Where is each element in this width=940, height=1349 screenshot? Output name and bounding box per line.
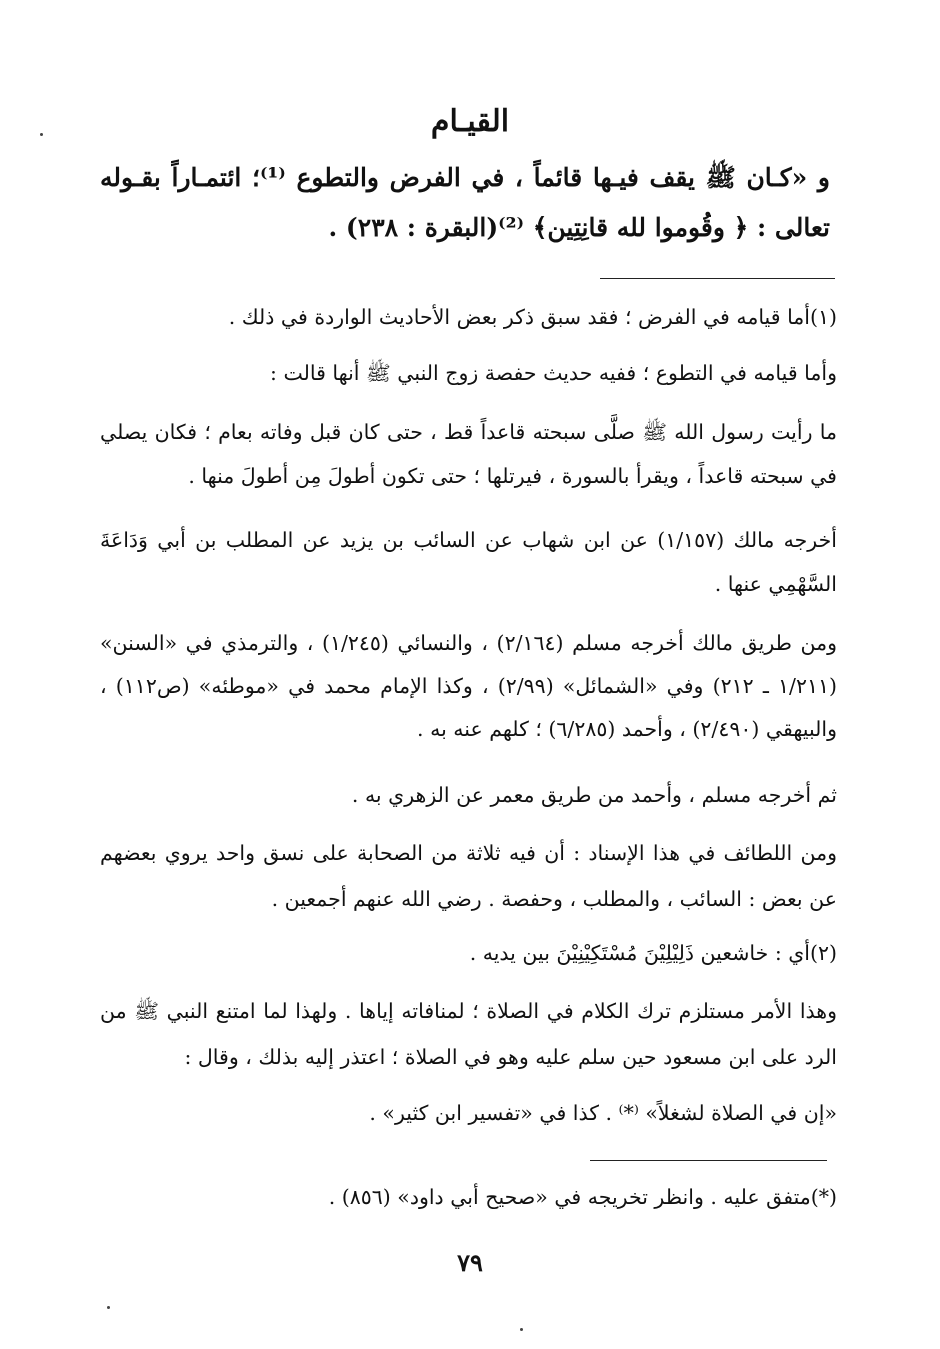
footnote-1-lataif: ومن اللطائف في هذا الإسناد : أن فيه ثلاثة من الصحابة على نسق واحد يروي بعضهم عن بعض : السائب ، والمطلب ، وحفصة . رضي الله عنهم أجمعين .	[100, 841, 837, 911]
footnote-1-muslim: ثم أخرجه مسلم ، وأحمد من طريق معمر عن الزهري به .	[351, 783, 837, 807]
footnote-1-turuq: ومن طريق مالك أخرجه مسلم (٢/١٦٤) ، والنسائي (١/٢٤٥) ، والترمذي في «السنن» (١/٢١١ ـ ٢١٢) وفي «الشمائل» (٢/٩٩) ، وكذا الإمام محمد في «موطئه» (ص١١٢) ، والبيهقي (٢/٤٩٠) ، وأحمد (٦/٢٨٥) ؛ كلهم عنه به .	[100, 631, 838, 741]
footnote-1-tatawwu: وأما قيامه في التطوع ؛ ففيه حديث حفصة زوج النبي ﷺ أنها قالت :	[270, 361, 837, 385]
footnote-2-quote: «إن في الصلاة لشغلاً» ⁽*⁾ . كذا في «تفسير ابن كثير» .	[369, 1101, 837, 1125]
footnote-1-takhrij: أخرجه مالك (١/١٥٧) عن ابن شهاب عن السائب بن يزيد عن المطلب بن أبي وَدَاعَةَ السَّهْمِي عنها .	[100, 528, 837, 596]
page-number: ٧٩	[457, 1248, 483, 1277]
footnote-2-explanation: وهذا الأمر مستلزم ترك الكلام في الصلاة ؛ لمنافاته إياها . ولهذا لما امتنع النبي ﷺ من الرد على ابن مسعود حين سلم عليه وهو في الصلاة ؛ اعتذر إليه بذلك ، وقال :	[100, 999, 837, 1069]
footnote-1-intro: (١)أما قيامه في الفرض ؛ فقد سبق ذكر بعض الأحاديث الواردة في ذلك .	[228, 305, 837, 329]
scan-speck	[107, 1306, 110, 1309]
scan-speck	[520, 1328, 523, 1331]
sub-footnote: (*)متفق عليه . وانظر تخريجه في «صحيح أبي داود» (٨٥٦) .	[328, 1185, 837, 1209]
footnote-separator	[600, 278, 835, 279]
scan-speck	[40, 133, 43, 136]
sub-footnote-separator	[590, 1160, 827, 1161]
page-title: القيـام	[430, 104, 510, 139]
footnote-1-hadith: ما رأيت رسول الله ﷺ صلَّى سبحته قاعداً قط ، حتى كان قبل وفاته بعام ؛ فكان يصلي في سبحته قاعداً ، ويقرأ بالسورة ، فيرتلها ؛ حتى تكون أطولَ مِن أطولَ منها .	[100, 420, 837, 488]
footnote-2: (٢)أي : خاشعين ذَلِيْلِيْنَ مُسْتَكِيْنِيْنَ بين يديه .	[469, 941, 837, 965]
main-text: و «كـان ﷺ يقف فيـها قائماً ، في الفرض والتطوع ⁽¹⁾؛ ائتمـاراً بقـوله تعالى : ﴿ وقُوموا لله قانِتِين﴾ ⁽²⁾(البقرة : ٢٣٨) .	[100, 163, 830, 242]
